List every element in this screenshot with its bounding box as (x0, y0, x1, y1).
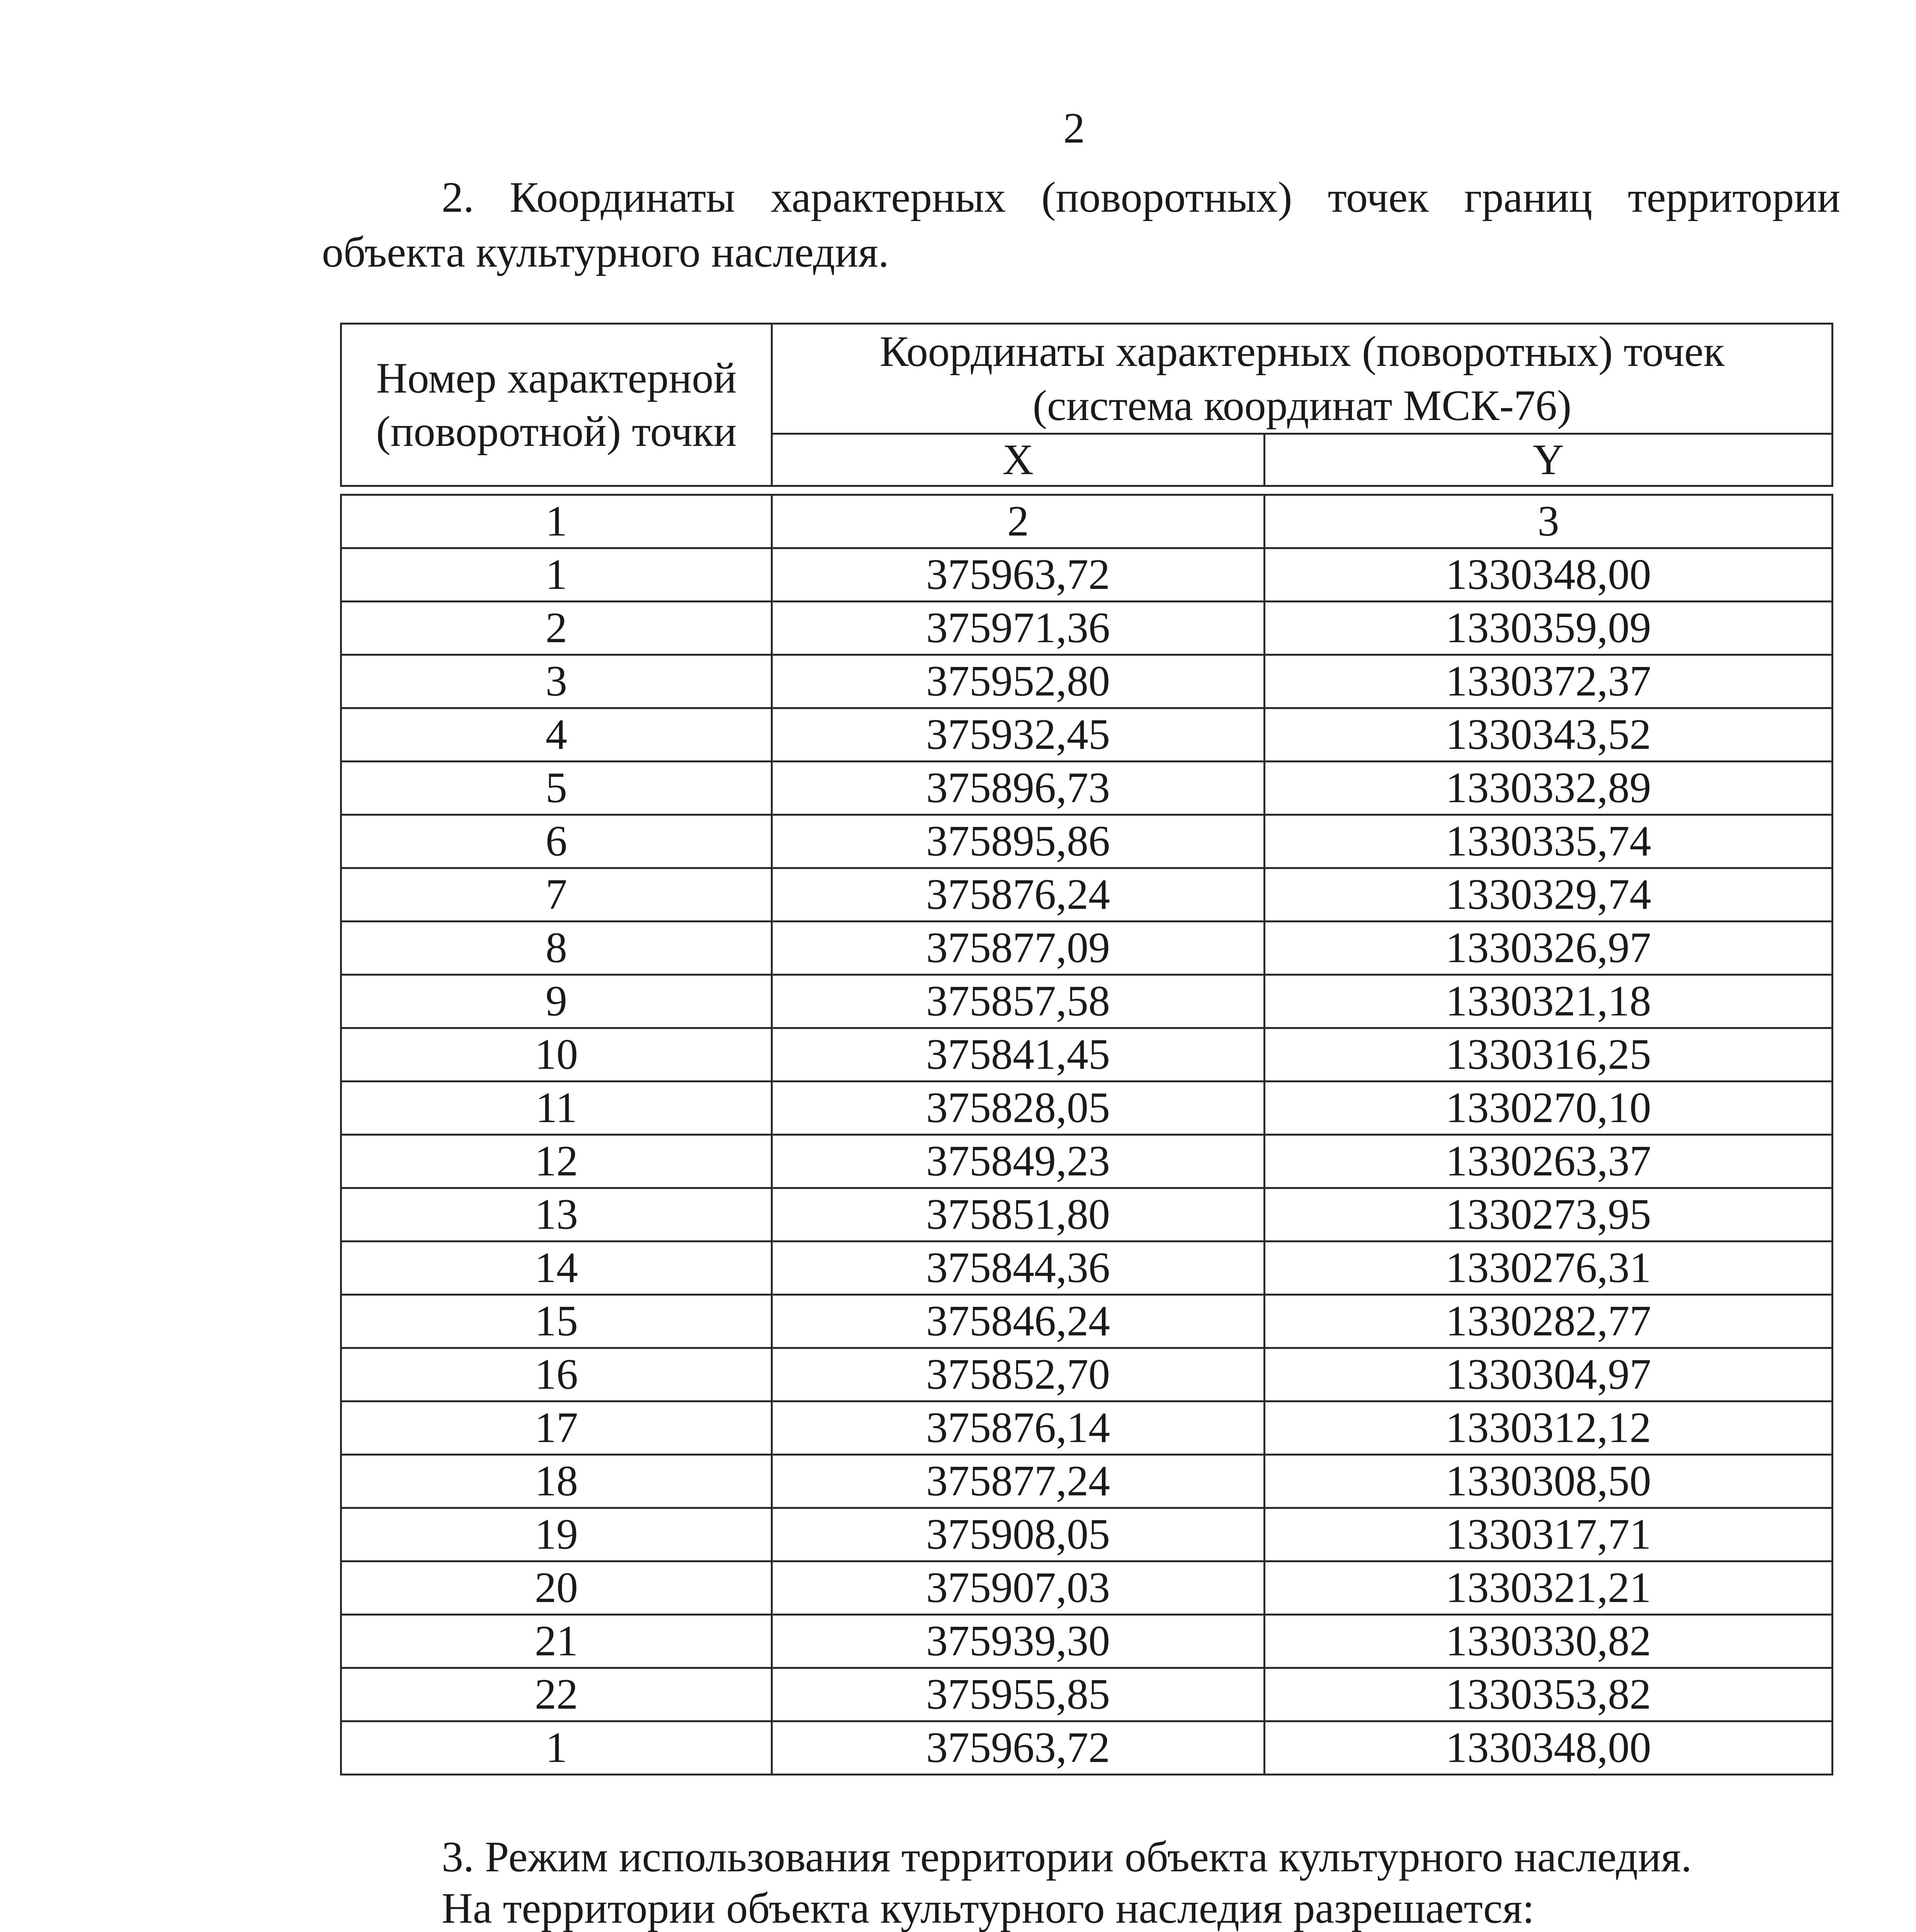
table-row (341, 708, 1833, 762)
cell-point-number: 18 (341, 1455, 772, 1508)
table-row (341, 815, 1833, 868)
cell-x: 375932,45 (772, 708, 1265, 762)
cell-x: 375876,14 (772, 1401, 1265, 1455)
section-3-allowed: На территории объекта культурного наследия разрешается: (442, 1884, 1535, 1932)
header-coordinates-line2: (система координат МСК-76) (1032, 382, 1572, 430)
cell-y: 1330330,82 (1265, 1615, 1833, 1668)
table-row (341, 1455, 1833, 1508)
cell-y: 1330321,21 (1265, 1561, 1833, 1615)
table-row (341, 1082, 1833, 1135)
cell-point-number: 1 (341, 1721, 772, 1775)
cell-x: 375852,70 (772, 1348, 1265, 1401)
cell-y: 1330270,10 (1265, 1082, 1833, 1135)
table-row (341, 602, 1833, 655)
cell-y: 1330312,12 (1265, 1401, 1833, 1455)
cell-x: 375939,30 (772, 1615, 1265, 1668)
table-row (341, 1242, 1833, 1295)
table-row (341, 975, 1833, 1028)
cell-y: 1330304,97 (1265, 1348, 1833, 1401)
cell-y: 1330348,00 (1265, 548, 1833, 602)
cell-point-number: 16 (341, 1348, 772, 1401)
cell-point-number: 4 (341, 708, 772, 762)
cell-y: 1330359,09 (1265, 602, 1833, 655)
table-row (341, 1668, 1833, 1721)
cell-x: 375908,05 (772, 1508, 1265, 1561)
table-row (341, 1561, 1833, 1615)
cell-point-number: 11 (341, 1082, 772, 1135)
table-column-numbers-row (341, 495, 1833, 548)
column-number-3: 3 (1265, 495, 1833, 548)
cell-y: 1330326,97 (1265, 922, 1833, 975)
header-point-number: Номер характерной (поворотной) точки (341, 324, 772, 486)
cell-point-number: 15 (341, 1295, 772, 1348)
table-spacer (341, 486, 1833, 495)
header-y: Y (1265, 434, 1833, 486)
column-number-2: 2 (772, 495, 1265, 548)
table-row (341, 1721, 1833, 1775)
table-row (341, 868, 1833, 922)
column-number-1: 1 (341, 495, 772, 548)
cell-y: 1330276,31 (1265, 1242, 1833, 1295)
cell-y: 1330372,37 (1265, 655, 1833, 708)
cell-y: 1330329,74 (1265, 868, 1833, 922)
cell-x: 375846,24 (772, 1295, 1265, 1348)
cell-y: 1330332,89 (1265, 762, 1833, 815)
cell-y: 1330343,52 (1265, 708, 1833, 762)
section-3 (322, 1832, 1840, 1932)
cell-point-number: 21 (341, 1615, 772, 1668)
cell-point-number: 8 (341, 922, 772, 975)
cell-y: 1330308,50 (1265, 1455, 1833, 1508)
table-row (341, 1295, 1833, 1348)
cell-point-number: 7 (341, 868, 772, 922)
cell-y: 1330282,77 (1265, 1295, 1833, 1348)
cell-point-number: 5 (341, 762, 772, 815)
cell-y: 1330263,37 (1265, 1135, 1833, 1188)
cell-y: 1330348,00 (1265, 1721, 1833, 1775)
cell-point-number: 9 (341, 975, 772, 1028)
table-row (341, 1508, 1833, 1561)
cell-x: 375896,73 (772, 762, 1265, 815)
cell-point-number: 13 (341, 1188, 772, 1242)
table-row (341, 1615, 1833, 1668)
cell-x: 375857,58 (772, 975, 1265, 1028)
cell-y: 1330317,71 (1265, 1508, 1833, 1561)
table-row (341, 655, 1833, 708)
cell-x: 375963,72 (772, 548, 1265, 602)
cell-point-number: 14 (341, 1242, 772, 1295)
table-row (341, 1401, 1833, 1455)
cell-x: 375849,23 (772, 1135, 1265, 1188)
cell-x: 375955,85 (772, 1668, 1265, 1721)
header-coordinates (772, 324, 1833, 434)
table-header-row (341, 324, 1833, 434)
cell-y: 1330273,95 (1265, 1188, 1833, 1242)
table-row (341, 762, 1833, 815)
table-row (341, 1348, 1833, 1401)
cell-point-number: 3 (341, 655, 772, 708)
cell-point-number: 2 (341, 602, 772, 655)
cell-x: 375971,36 (772, 602, 1265, 655)
cell-x: 375841,45 (772, 1028, 1265, 1082)
cell-point-number: 19 (341, 1508, 772, 1561)
table-row (341, 1028, 1833, 1082)
table-row (341, 922, 1833, 975)
cell-y: 1330353,82 (1265, 1668, 1833, 1721)
cell-x: 375851,80 (772, 1188, 1265, 1242)
cell-point-number: 10 (341, 1028, 772, 1082)
cell-point-number: 17 (341, 1401, 772, 1455)
cell-x: 375828,05 (772, 1082, 1265, 1135)
table-row (341, 1135, 1833, 1188)
section-2-title: 2. Координаты характерных (поворотных) точек границ территории объекта культурного наследия. (322, 173, 1840, 276)
cell-point-number: 22 (341, 1668, 772, 1721)
cell-x: 375877,24 (772, 1455, 1265, 1508)
table-row (341, 1188, 1833, 1242)
cell-point-number: 12 (341, 1135, 772, 1188)
page-number: 2 (1063, 104, 1085, 152)
cell-x: 375877,09 (772, 922, 1265, 975)
cell-point-number: 6 (341, 815, 772, 868)
header-x: X (772, 434, 1265, 486)
cell-point-number: 20 (341, 1561, 772, 1615)
cell-x: 375952,80 (772, 655, 1265, 708)
cell-x: 375876,24 (772, 868, 1265, 922)
cell-y: 1330335,74 (1265, 815, 1833, 868)
cell-y: 1330316,25 (1265, 1028, 1833, 1082)
cell-x: 375844,36 (772, 1242, 1265, 1295)
cell-y: 1330321,18 (1265, 975, 1833, 1028)
cell-x: 375963,72 (772, 1721, 1265, 1775)
section-3-title: 3. Режим использования территории объекта культурного наследия. (442, 1833, 1692, 1881)
coordinates-table (340, 323, 1833, 1776)
header-coordinates-line1: Координаты характерных (поворотных) точек (879, 328, 1725, 376)
table-row (341, 548, 1833, 602)
cell-x: 375895,86 (772, 815, 1265, 868)
cell-x: 375907,03 (772, 1561, 1265, 1615)
cell-point-number: 1 (341, 548, 772, 602)
